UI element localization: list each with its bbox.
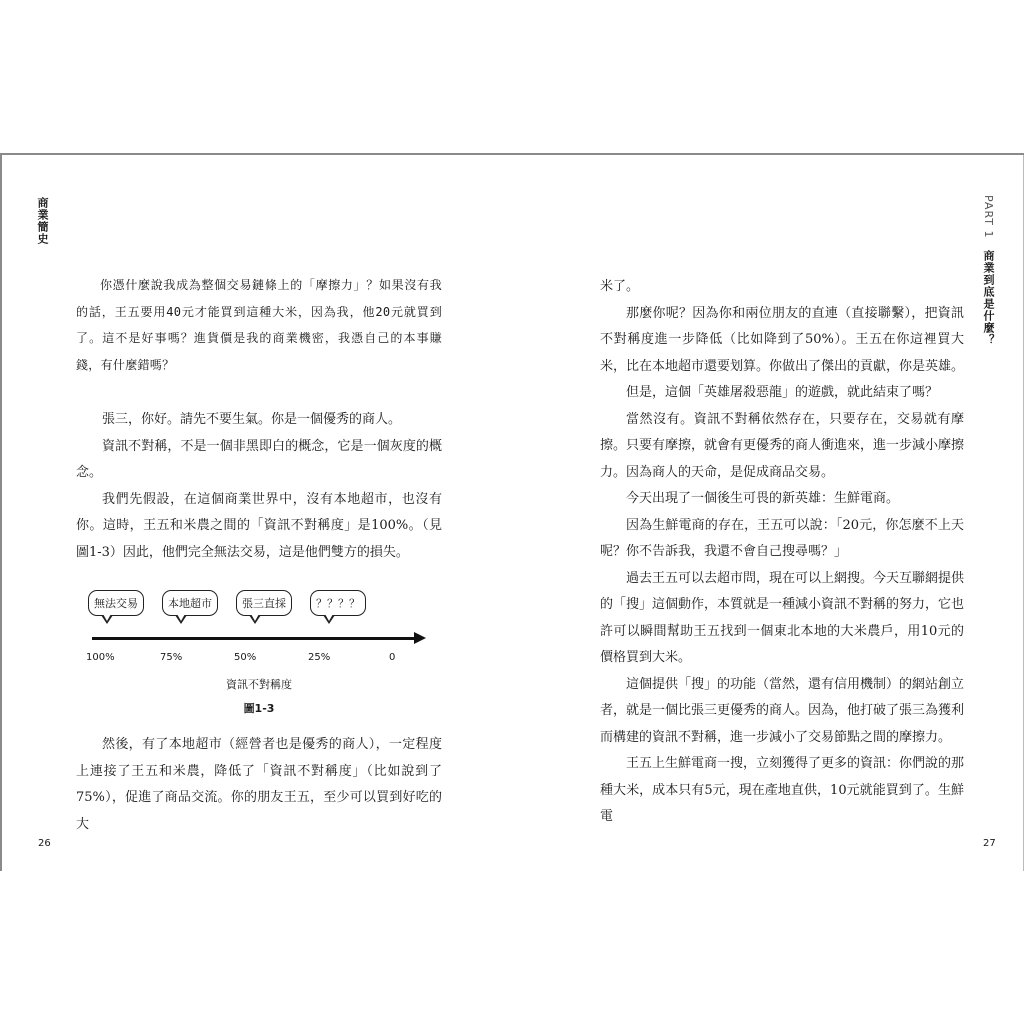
quote-block bbox=[76, 272, 442, 378]
axis-arrowhead bbox=[414, 632, 426, 644]
right-page bbox=[512, 155, 1024, 871]
paragraph: 然後，有了本地超市（經營者也是優秀的商人），一定程度上連接了王五和米農，降低了「資訊不對稱度」（比如說到了75%），促進了商品交流。你的朋友王五，至少可以買到好吃的大 bbox=[76, 737, 442, 832]
tick-label: 0 bbox=[389, 652, 396, 663]
body-text-right bbox=[600, 274, 964, 831]
bubble-tail bbox=[249, 615, 261, 624]
paragraph: 今天出現了一個後生可畏的新英雄：生鮮電商。 bbox=[626, 491, 900, 506]
paragraph: 資訊不對稱，不是一個非黑即白的概念，它是一個灰度的概念。 bbox=[76, 438, 442, 480]
page-number-right: 27 bbox=[983, 838, 996, 849]
paragraph: 這個提供「搜」的功能（當然，還有信用機制）的網站創立者，就是一個比張三更優秀的商人。因為，他打破了張三為獲利而構建的資訊不對稱，進一步減小了交易節點之間的摩擦力。 bbox=[600, 676, 965, 745]
bubble-label: ？？？？ bbox=[316, 597, 360, 610]
body-text-left-2 bbox=[76, 732, 442, 838]
speech-bubble bbox=[310, 590, 366, 616]
paragraph: 我們先假設，在這個商業世界中，沒有本地超市，也沒有你。這時，王五和米農之間的「資訊不對稱度」是100%。（見圖1-3）因此，他們完全無法交易，這是他們雙方的損失。 bbox=[76, 491, 442, 560]
speech-bubble bbox=[236, 590, 292, 616]
part-label: PART 1 bbox=[982, 195, 995, 239]
running-head-left: 商業簡史 bbox=[36, 197, 49, 245]
tick-label: 50% bbox=[234, 652, 257, 663]
speech-bubble bbox=[88, 590, 144, 616]
figure-caption: 圖1-3 bbox=[243, 702, 275, 715]
paragraph: 張三，你好。請先不要生氣。你是一個優秀的商人。 bbox=[102, 412, 402, 427]
quote-paragraph: 你憑什麼說我成為整個交易鏈條上的「摩擦力」？如果沒有我的話，王五要用40元才能買到這種大米，因為我，他20元就買到了。這不是好事嗎？進貨價是我的商業機密，我憑自己的本事賺錢，有什麼錯嗎？ bbox=[76, 278, 442, 372]
tick-label: 100% bbox=[86, 652, 115, 663]
left-page bbox=[0, 155, 512, 871]
paragraph: 但是，這個「英雄屠殺惡龍」的遊戲，就此結束了嗎？ bbox=[626, 385, 939, 400]
tick-label: 25% bbox=[308, 652, 331, 663]
paragraph: 因為生鮮電商的存在，王五可以說：「20元，你怎麼不上天呢？你不告訴我，我還不會自己搜尋嗎？」 bbox=[600, 517, 964, 559]
bubble-label: 無法交易 bbox=[94, 597, 138, 610]
figure-1-3 bbox=[76, 590, 442, 715]
body-text-left-1 bbox=[76, 407, 442, 566]
paragraph: 那麼你呢？因為你和兩位朋友的直連（直接聯繫），把資訊不對稱度進一步降低（比如降到了50%）。王五在你這裡買大米，比在本地超市還要划算。你做出了傑出的貢獻，你是英雄。 bbox=[600, 305, 965, 374]
paragraph: 當然沒有。資訊不對稱依然存在，只要存在，交易就有摩擦。只要有摩擦，就會有更優秀的商人衝進來，進一步減小摩擦力。因為商人的天命，是促成商品交易。 bbox=[600, 411, 965, 480]
tick-label: 75% bbox=[160, 652, 183, 663]
chapter-title: 商業到底是什麼？ bbox=[982, 250, 995, 347]
paragraph: 王五上生鮮電商一搜，立刻獲得了更多的資訊：你們說的那種大米，成本只有5元，現在產地直供，10元就能買到了。生鮮電 bbox=[600, 756, 965, 824]
book-spread bbox=[0, 153, 1024, 871]
axis-line bbox=[92, 637, 416, 640]
bubble-label: 張三直採 bbox=[242, 597, 286, 610]
running-head-right bbox=[980, 195, 996, 346]
page-number-left: 26 bbox=[38, 838, 51, 849]
bubble-tail bbox=[323, 615, 335, 624]
speech-bubble bbox=[162, 590, 218, 616]
bubble-tail bbox=[175, 615, 187, 624]
paragraph: 過去王五可以去超市問，現在可以上網搜。今天互聯網提供的「搜」這個動作，本質就是一種減小資訊不對稱的努力，它也許可以瞬間幫助王五找到一個東北本地的大米農戶，用10元的價格買到大米。 bbox=[600, 570, 965, 665]
bubble-tail bbox=[101, 615, 113, 624]
bubble-label: 本地超市 bbox=[168, 597, 212, 610]
paragraph: 米了。 bbox=[600, 279, 640, 294]
axis-title: 資訊不對稱度 bbox=[226, 678, 292, 691]
